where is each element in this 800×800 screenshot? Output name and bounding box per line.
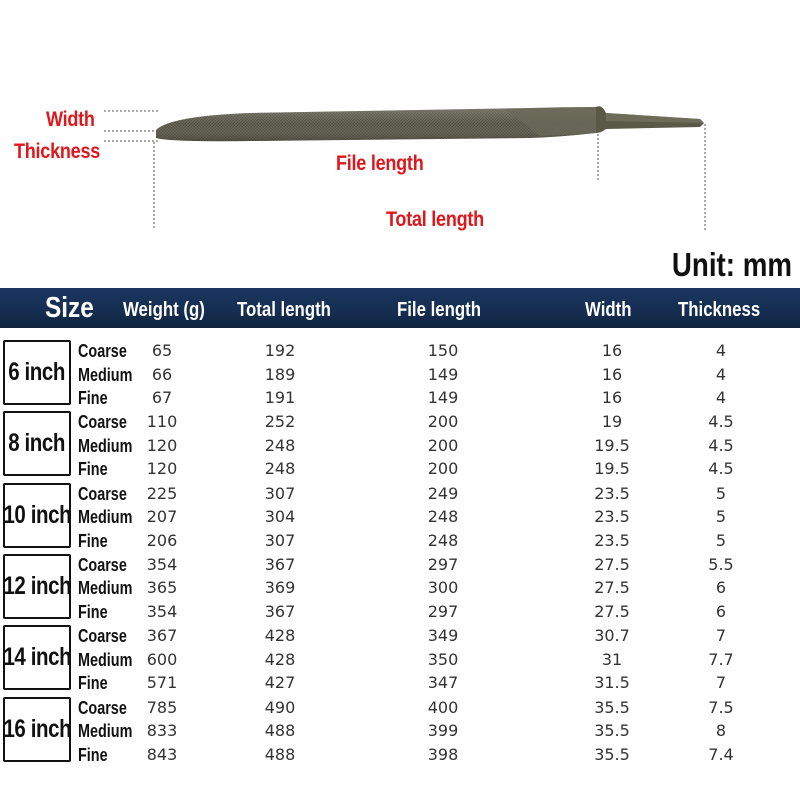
grade-label: Medium (78, 578, 133, 599)
unit-label: Unit: mm (671, 246, 792, 283)
thickness-cell: 4.5 (708, 412, 734, 432)
table-header (0, 288, 800, 328)
total-length-cell: 307 (264, 530, 296, 550)
file-length-cell: 350 (427, 649, 459, 669)
thickness-cell: 5 (715, 483, 727, 503)
table-row (0, 529, 800, 553)
size-label: 6 inch (8, 358, 66, 386)
width-cell: 23.5 (594, 483, 630, 503)
total-length-cell: 488 (264, 744, 296, 764)
width-cell: 35.5 (594, 721, 630, 741)
width-cell: 31.5 (594, 673, 630, 693)
file-length-cell: 297 (427, 554, 459, 574)
file-length-cell: 347 (427, 673, 459, 693)
thickness-cell: 5 (715, 530, 727, 550)
thickness-cell: 7.7 (708, 649, 734, 669)
size-group (0, 338, 800, 409)
file-length-cell: 399 (427, 721, 459, 741)
thickness-cell: 7 (715, 673, 727, 693)
thickness-cell: 5 (715, 507, 727, 527)
total-length-cell: 428 (264, 649, 296, 669)
thickness-cell: 7 (715, 626, 727, 646)
thickness-cell: 6 (715, 602, 727, 622)
weight-cell: 600 (146, 649, 178, 669)
total-length-label: Total length (386, 208, 484, 231)
total-length-cell: 369 (264, 578, 296, 598)
file-length-cell: 248 (427, 530, 459, 550)
table-row (0, 434, 800, 458)
weight-cell: 225 (146, 483, 178, 503)
weight-cell: 365 (146, 578, 178, 598)
table-row (0, 457, 800, 481)
header-width: Width (585, 299, 632, 321)
file-length-cell: 149 (427, 364, 459, 384)
thickness-cell: 6 (715, 578, 727, 598)
table-row (0, 743, 800, 767)
table-row (0, 553, 800, 577)
width-cell: 16 (601, 388, 623, 408)
grade-label: Fine (78, 459, 108, 480)
size-group (0, 481, 800, 552)
thickness-cell: 7.4 (708, 744, 734, 764)
total-length-cell: 367 (264, 602, 296, 622)
grade-label: Fine (78, 744, 108, 765)
file-length-cell: 149 (427, 388, 459, 408)
weight-cell: 110 (146, 412, 178, 432)
thickness-cell: 4.5 (708, 435, 734, 455)
total-length-cell: 307 (264, 483, 296, 503)
width-cell: 16 (601, 341, 623, 360)
thickness-cell: 8 (715, 721, 727, 741)
weight-cell: 65 (151, 341, 173, 360)
header-file-length: File length (397, 299, 481, 321)
size-group (0, 552, 800, 623)
grade-label: Coarse (78, 341, 127, 361)
table-row (0, 576, 800, 600)
header-size: Size (45, 292, 94, 324)
weight-cell: 206 (146, 530, 178, 550)
grade-label: Fine (78, 388, 108, 409)
grade-label: Medium (78, 364, 133, 385)
total-length-cell: 427 (264, 673, 296, 693)
grade-label: Medium (78, 507, 133, 528)
width-cell: 19 (601, 412, 623, 432)
size-group (0, 623, 800, 694)
header-thickness: Thickness (678, 299, 761, 321)
table-row (0, 719, 800, 743)
total-length-cell: 367 (264, 554, 296, 574)
width-cell: 35.5 (594, 697, 630, 717)
width-cell: 16 (601, 364, 623, 384)
weight-cell: 120 (146, 459, 178, 479)
size-group (0, 695, 800, 766)
file-length-cell: 248 (427, 507, 459, 527)
thickness-cell: 4 (715, 388, 727, 408)
total-length-cell: 490 (264, 697, 296, 717)
total-length-cell: 248 (264, 459, 296, 479)
total-length-cell: 189 (264, 364, 296, 384)
grade-label: Medium (78, 721, 133, 742)
width-cell: 31 (601, 649, 623, 669)
file-length-cell: 200 (427, 412, 459, 432)
file-length-cell: 200 (427, 435, 459, 455)
width-cell: 27.5 (594, 578, 630, 598)
weight-cell: 367 (146, 626, 178, 646)
grade-label: Coarse (78, 697, 127, 718)
thickness-cell: 4.5 (708, 459, 734, 479)
file-length-cell: 150 (427, 341, 459, 360)
table-row (0, 410, 800, 434)
width-cell: 19.5 (594, 459, 630, 479)
file-length-cell: 249 (427, 483, 459, 503)
width-cell: 23.5 (594, 530, 630, 550)
weight-cell: 833 (146, 721, 178, 741)
header-total-length: Total length (237, 299, 331, 321)
total-length-cell: 488 (264, 721, 296, 741)
size-label: 16 inch (3, 714, 71, 743)
table-row (0, 482, 800, 506)
thickness-cell: 4 (715, 364, 727, 384)
table-row (0, 671, 800, 695)
weight-cell: 785 (146, 697, 178, 717)
width-label: Width (46, 108, 95, 131)
width-cell: 23.5 (594, 507, 630, 527)
total-length-cell: 252 (264, 412, 296, 432)
width-cell: 27.5 (594, 554, 630, 574)
size-label: 8 inch (8, 429, 66, 458)
weight-cell: 354 (146, 554, 178, 574)
grade-label: Medium (78, 649, 133, 670)
file-length-label: File length (336, 152, 424, 175)
weight-cell: 120 (146, 435, 178, 455)
grade-label: Coarse (78, 554, 127, 575)
file-length-cell: 400 (427, 697, 459, 717)
total-length-cell: 304 (264, 507, 296, 527)
size-label: 14 inch (3, 643, 71, 672)
grade-label: Fine (78, 673, 108, 694)
table-row (0, 648, 800, 672)
size-label: 10 inch (3, 500, 71, 529)
width-cell: 19.5 (594, 435, 630, 455)
total-length-cell: 191 (264, 388, 296, 408)
grade-label: Fine (78, 530, 108, 551)
table-row (0, 696, 800, 720)
grade-label: Coarse (78, 412, 127, 433)
file-length-cell: 200 (427, 459, 459, 479)
weight-cell: 67 (151, 388, 173, 408)
size-group (0, 409, 800, 480)
thickness-cell: 4 (715, 341, 727, 360)
file-length-cell: 398 (427, 744, 459, 764)
grade-label: Medium (78, 435, 133, 456)
table-row (0, 624, 800, 648)
weight-cell: 571 (146, 673, 178, 693)
weight-cell: 354 (146, 602, 178, 622)
total-length-cell: 428 (264, 626, 296, 646)
weight-cell: 66 (151, 364, 173, 384)
table-row (0, 505, 800, 529)
size-label: 12 inch (3, 571, 71, 600)
file-length-cell: 300 (427, 578, 459, 598)
total-length-cell: 248 (264, 435, 296, 455)
table-row (0, 339, 800, 363)
grade-label: Coarse (78, 483, 127, 504)
file-length-cell: 349 (427, 626, 459, 646)
total-length-cell: 192 (264, 341, 296, 360)
thickness-cell: 5.5 (708, 554, 734, 574)
thickness-cell: 7.5 (708, 697, 734, 717)
grade-label: Fine (78, 602, 108, 623)
width-cell: 35.5 (594, 744, 630, 764)
width-cell: 27.5 (594, 602, 630, 622)
header-weight: Weight (g) (123, 299, 205, 321)
file-length-cell: 297 (427, 602, 459, 622)
file-diagram (0, 0, 800, 250)
table-row (0, 363, 800, 387)
table-row (0, 600, 800, 624)
weight-cell: 207 (146, 507, 178, 527)
thickness-label: Thickness (14, 140, 101, 163)
weight-cell: 843 (146, 744, 178, 764)
table-row (0, 386, 800, 410)
grade-label: Coarse (78, 626, 127, 647)
width-cell: 30.7 (594, 626, 630, 646)
